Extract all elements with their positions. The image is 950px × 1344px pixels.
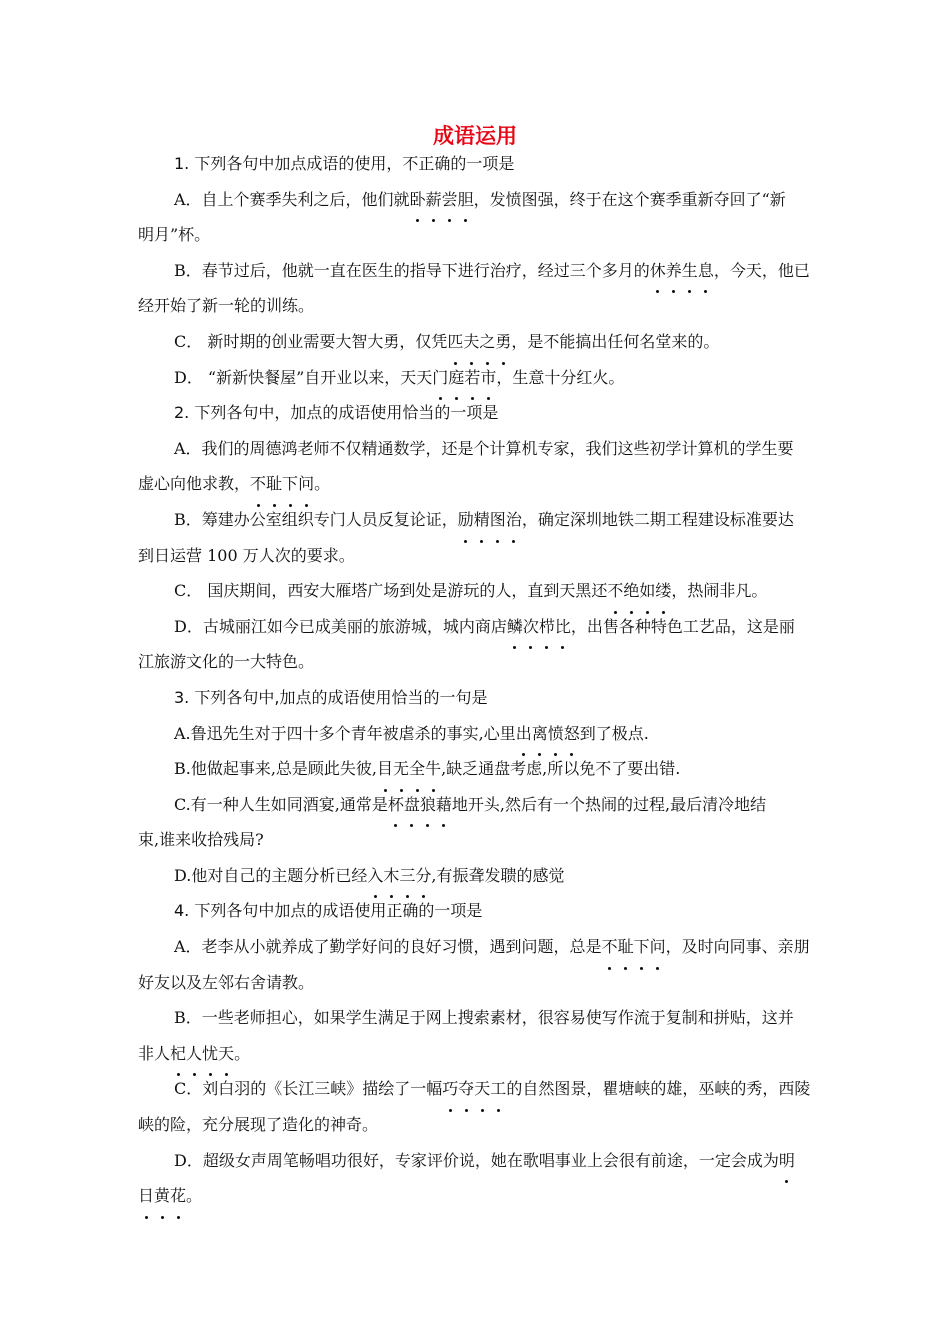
emphasis-dot-char: 若: [464, 360, 480, 396]
emphasis-dot-char: 尝: [442, 182, 458, 218]
dotted-idiom: [170, 1044, 234, 1063]
emphasis-dot-char: 狼: [420, 787, 436, 823]
question-stem: 1. 下列各句中加点成语的使用，不正确的一项是: [174, 154, 515, 173]
option-text: ，出售各种特色工艺品，这是丽: [570, 616, 795, 636]
emphasis-dot-char: 天: [474, 1071, 490, 1107]
option-text: 。: [186, 1186, 203, 1206]
option-text: 地开头,然后有一个热闹的过程,最后清冷地结: [451, 794, 767, 814]
emphasis-dot-char: 精: [474, 502, 490, 538]
option-text: ，发愤图强，终于在这个赛季重新夺回了“新: [473, 189, 786, 209]
option-text: 的自然图景，瞿塘峡的雄，巫峡的秀，西陵: [506, 1079, 811, 1099]
dotted-idiom: [367, 866, 431, 885]
emphasis-dot-char: 工: [490, 1071, 506, 1107]
emphasis-dot-char: 栉: [539, 609, 555, 645]
emphasis-dot-char: 次: [523, 609, 539, 645]
emphasis-dot-char: 夫: [463, 324, 479, 360]
emphasis-dot-char: 夺: [458, 1071, 474, 1107]
option-text: ,有振聋发聩的感觉: [431, 865, 565, 885]
option-text: 束,谁来收拾残局?: [138, 830, 264, 850]
emphasis-dot-char: 忧: [202, 1036, 218, 1072]
option-text: 非人: [138, 1043, 171, 1063]
emphasis-dot-char: 如: [639, 573, 655, 609]
option-text: D.他对自己的主题分析已经: [174, 865, 368, 885]
option-text: 虚心向他求教，: [138, 474, 251, 494]
emphasis-dot-char: 花: [170, 1178, 186, 1214]
emphasis-dot-char: 不: [602, 929, 618, 965]
dotted-idiom: [138, 1186, 186, 1205]
emphasis-dot-char: 勇: [495, 324, 511, 360]
option-continuation-line: [138, 965, 811, 1001]
emphasis-dot-char: 耻: [266, 466, 282, 502]
option-text: D．古城丽江如今已成美丽的旅游城，城内商店: [174, 616, 507, 636]
option-text: 经开始了新一轮的训练。: [138, 296, 315, 316]
option-line: [138, 431, 811, 467]
option-line: [138, 929, 811, 965]
emphasis-dot-char: 目: [377, 751, 393, 787]
emphasis-dot-char: 怒: [564, 716, 580, 752]
emphasis-dot-char: 出: [516, 716, 532, 752]
dotted-idiom: [432, 368, 496, 387]
dotted-idiom: [410, 190, 474, 209]
emphasis-dot-char: 下: [634, 929, 650, 965]
dotted-idiom: [779, 1151, 795, 1170]
option-text: A．自上个赛季失利之后，他们就: [174, 189, 410, 209]
option-text: 明月”杯。: [138, 225, 211, 245]
option-text: 。: [234, 1043, 251, 1063]
option-line: [138, 360, 811, 396]
emphasis-dot-char: 生: [682, 253, 698, 289]
option-text: B．一些老师担心，如果学生满足于网上搜索素材，很容易使写作流于复制和拼贴，这并: [174, 1008, 794, 1028]
option-text: 到了极点.: [579, 723, 649, 743]
dotted-idiom: [447, 332, 511, 351]
dotted-idiom: [442, 1079, 506, 1098]
option-line: [138, 182, 811, 218]
emphasis-dot-char: 藉: [436, 787, 452, 823]
dotted-idiom: [650, 261, 714, 280]
emphasis-dot-char: 比: [555, 609, 571, 645]
dotted-idiom: [377, 759, 441, 778]
option-continuation-line: [138, 217, 811, 253]
option-continuation-line: [138, 822, 811, 858]
emphasis-dot-char: 庭: [448, 360, 464, 396]
emphasis-dot-char: 息: [698, 253, 714, 289]
emphasis-dot-char: 治: [506, 502, 522, 538]
dotted-idiom: [607, 581, 671, 600]
option-text: A．老李从小就养成了勤学好问的良好习惯，遇到问题，总是: [174, 937, 602, 957]
emphasis-dot-char: 人: [186, 1036, 202, 1072]
emphasis-dot-char: 绝: [623, 573, 639, 609]
dotted-idiom: [458, 510, 522, 529]
option-text: C． 新时期的创业需要大智大勇，仅凭: [174, 331, 448, 351]
emphasis-dot-char: 木: [383, 858, 399, 894]
option-text: ,缺乏通盘考虑,所以免不了要出错.: [441, 759, 681, 779]
option-line: [138, 1071, 811, 1107]
option-line: [138, 1143, 811, 1179]
emphasis-dot-char: 杞: [170, 1036, 186, 1072]
emphasis-dot-char: 杯: [388, 787, 404, 823]
emphasis-dot-char: 耻: [618, 929, 634, 965]
emphasis-dot-char: 问: [650, 929, 666, 965]
dotted-idiom: [250, 474, 314, 493]
dotted-idiom: [516, 724, 580, 743]
emphasis-dot-char: 巧: [442, 1071, 458, 1107]
option-text: ，热闹非凡。: [671, 581, 768, 601]
option-text: D． “新新快餐屋”自开业以来，天天: [174, 367, 433, 387]
question-stem: 3. 下列各句中,加点的成语使用恰当的一句是: [174, 687, 488, 707]
option-line: [138, 858, 811, 894]
dotted-idiom: [507, 617, 571, 636]
option-text: 江旅游文化的一大特色。: [138, 652, 315, 672]
emphasis-dot-char: 三: [399, 858, 415, 894]
option-text: ，确定深圳地铁二期工程建设标准要达: [521, 509, 794, 529]
option-continuation-line: [138, 288, 811, 324]
option-continuation-line: [138, 1107, 811, 1143]
option-continuation-line: [138, 1178, 811, 1214]
dotted-idiom: [388, 795, 452, 814]
emphasis-dot-char: 励: [458, 502, 474, 538]
option-continuation-line: [138, 538, 811, 574]
option-line: [138, 1000, 811, 1036]
option-line: [138, 609, 811, 645]
option-text: ，及时向同事、亲朋: [665, 937, 810, 957]
option-text: 峡的险，充分展现了造化的神奇。: [138, 1115, 379, 1135]
option-text: C． 国庆期间，西安大雁塔广场到处是游玩的人，直到天黑还: [174, 581, 608, 601]
option-text: B．春节过后，他就一直在医生的指导下进行治疗，经过三个多月的: [174, 260, 650, 280]
emphasis-dot-char: 门: [432, 360, 448, 396]
emphasis-dot-char: 养: [666, 253, 682, 289]
emphasis-dot-char: 日: [138, 1178, 154, 1214]
option-text: D．超级女声周笔畅唱功很好，专家评价说，她在歌唱事业上会很有前途，一定会成为: [174, 1150, 779, 1170]
option-continuation-line: [138, 644, 811, 680]
question-list: [138, 146, 811, 1214]
emphasis-dot-char: 天: [218, 1036, 234, 1072]
emphasis-dot-char: 之: [479, 324, 495, 360]
option-text: A．我们的周德鸿老师不仅精通数学，还是个计算机专家，我们这些初学计算机的学生要: [174, 438, 794, 458]
emphasis-dot-char: 图: [490, 502, 506, 538]
emphasis-dot-char: 入: [367, 858, 383, 894]
option-line: [138, 324, 811, 360]
option-text: B.他做起事来,总是顾此失彼,: [174, 759, 378, 779]
emphasis-dot-char: 缕: [655, 573, 671, 609]
option-text: B．筹建办公室组织专门人员反复论证，: [174, 509, 458, 529]
emphasis-dot-char: 匹: [447, 324, 463, 360]
emphasis-dot-char: 下: [282, 466, 298, 502]
emphasis-dot-char: 休: [650, 253, 666, 289]
emphasis-dot-char: 问: [298, 466, 314, 502]
option-text: C.有一种人生如同酒宴,通常是: [174, 794, 388, 814]
option-text: ，生意十分红火。: [496, 367, 625, 387]
option-line: [138, 253, 811, 289]
emphasis-dot-char: 无: [393, 751, 409, 787]
option-line: [138, 787, 811, 823]
emphasis-dot-char: 不: [250, 466, 266, 502]
question-stem: 2. 下列各句中，加点的成语使用恰当的一项是: [174, 403, 499, 423]
emphasis-dot-char: 牛: [425, 751, 441, 787]
option-text: 好友以及左邻右舍请教。: [138, 972, 315, 992]
option-text: 。: [314, 474, 331, 494]
emphasis-dot-char: 胆: [458, 182, 474, 218]
option-text: ，今天，他已: [713, 260, 810, 280]
emphasis-dot-char: 不: [607, 573, 623, 609]
emphasis-dot-char: 全: [409, 751, 425, 787]
emphasis-dot-char: 卧: [410, 182, 426, 218]
emphasis-dot-char: 黄: [154, 1178, 170, 1214]
emphasis-dot-char: 分: [415, 858, 431, 894]
option-line: [138, 502, 811, 538]
option-continuation-line: [138, 1036, 811, 1072]
emphasis-dot-char: 离: [532, 716, 548, 752]
document-title: 成语运用: [433, 124, 517, 148]
option-line: [138, 751, 811, 787]
option-text: C．刘白羽的《长江三峡》描绘了一幅: [174, 1079, 443, 1099]
option-text: ，是不能搞出任何名堂来的。: [511, 331, 720, 351]
emphasis-dot-char: 盘: [404, 787, 420, 823]
emphasis-dot-char: 愤: [548, 716, 564, 752]
option-line: [138, 716, 811, 752]
option-text: 到日运营 100 万人次的要求。: [138, 545, 355, 565]
option-line: [138, 573, 811, 609]
option-text: A.鲁迅先生对于四十多个青年被虐杀的事实,心里: [174, 723, 516, 743]
emphasis-dot-char: 鳞: [507, 609, 523, 645]
dotted-idiom: [602, 937, 666, 956]
option-continuation-line: [138, 466, 811, 502]
emphasis-dot-char: 明: [779, 1143, 795, 1179]
question-stem: 4. 下列各句中加点的成语使用正确的一项是: [174, 901, 483, 921]
emphasis-dot-char: 薪: [426, 182, 442, 218]
emphasis-dot-char: 市: [480, 360, 496, 396]
